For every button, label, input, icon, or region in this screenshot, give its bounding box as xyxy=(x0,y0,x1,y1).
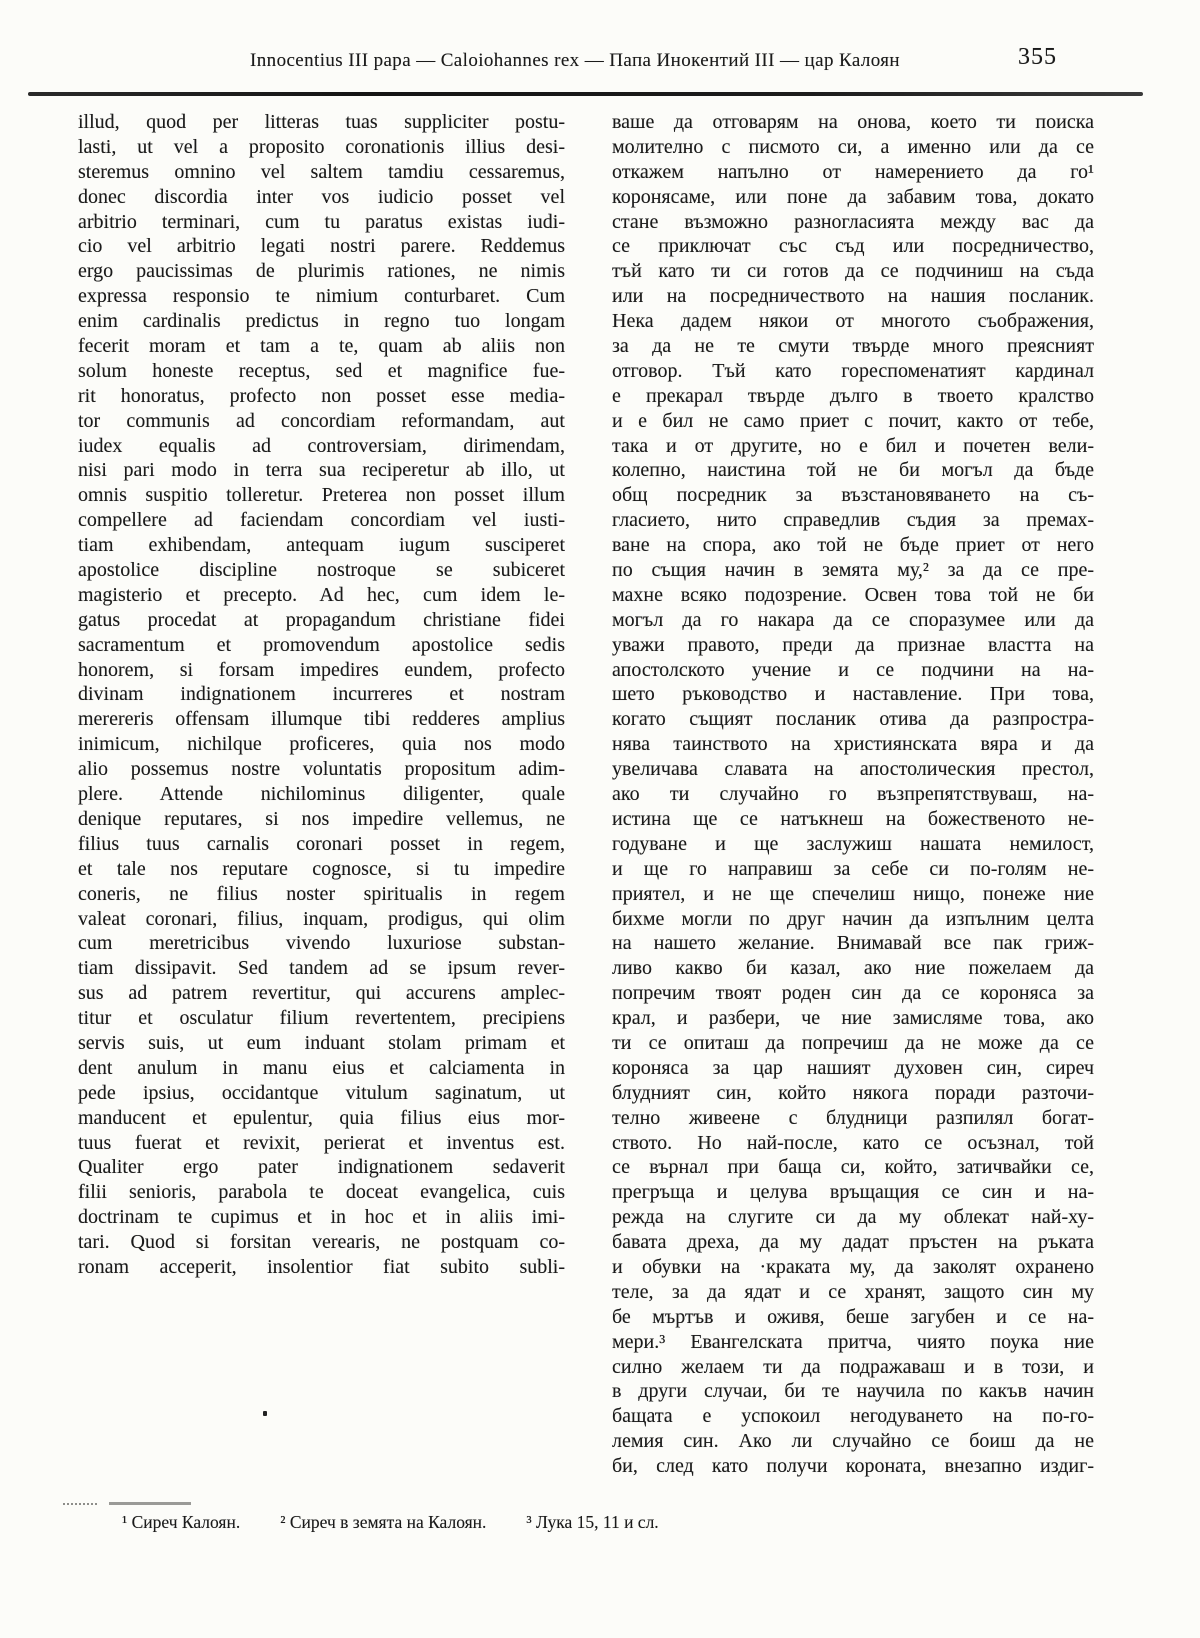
text-line: tuus fuerat et revixit, perierat et inventus est. xyxy=(78,1131,565,1154)
text-line: годуване и ще заслужиш нашата немилост, xyxy=(612,832,1094,855)
text-line: tor communis ad concordiam reformandam, aut xyxy=(78,409,565,432)
text-line: magisterio et precepto. Ad hec, cum idem le- xyxy=(78,583,565,606)
text-line: sus ad patrem revertitur, qui accurens amplec- xyxy=(78,982,565,1005)
text-line: plere. Attende nichilominus diligenter, quale xyxy=(78,783,565,806)
text-line: tari. Quod si forsitan verearis, ne postquam co- xyxy=(78,1231,565,1254)
text-line: когато същият посланик отива да разпростра- xyxy=(612,708,1094,731)
text-line: приятел, и не ще спечелиш нищо, понеже ние xyxy=(612,882,1094,905)
latin-column xyxy=(78,110,565,1280)
text-line: cum meretricibus vivendo luxuriose substan- xyxy=(78,932,565,955)
text-line: гласието, нито справедлив съдия за премах- xyxy=(612,509,1094,532)
text-line: filius tuus carnalis coronari posset in regem, xyxy=(78,832,565,855)
text-line: filii senioris, parabola te doceat evangelica, cuis xyxy=(78,1181,565,1204)
text-line: общ посредник за възстановяването на съ- xyxy=(612,484,1094,507)
text-line: rit honoratus, profecto non posset esse media- xyxy=(78,384,565,407)
footnotes xyxy=(122,1512,659,1533)
text-line: merereris offensam illumque tibi redderes amplius xyxy=(78,708,565,731)
text-line: отговор. Тъй като гореспоменатият кардинал xyxy=(612,359,1094,382)
text-line: arbitrio terminari, cum tu paratus existas iudi- xyxy=(78,210,565,233)
text-line: режда на слугите си да му облекат най-ху- xyxy=(612,1206,1094,1229)
text-line: ваше да отговарям на онова, което ти поиска xyxy=(612,111,1094,133)
text-line: на нашето желание. Внимавай все пак гриж- xyxy=(612,932,1094,955)
text-line: крал, и разбери, че ние замисляме това, ако xyxy=(612,1007,1094,1030)
header-rule xyxy=(28,92,1143,96)
footnote: ² Сиреч в земята на Калоян. xyxy=(280,1512,487,1532)
text-line: увеличава славата на апостолическия престол, xyxy=(612,758,1094,781)
text-line: illud, quod per litteras tuas suppliciter postu- xyxy=(78,111,565,133)
text-line: за да не те смути твърде много преясният xyxy=(612,335,1094,358)
text-line: коронясаме, или поне да забавим това, докато xyxy=(612,185,1094,208)
text-line: прегръща и целува връщащия се син и на- xyxy=(612,1181,1094,1204)
text-line: dent anulum in manu eius et calciamenta in xyxy=(78,1056,565,1079)
text-line: alio possemus nostre voluntatis propositum adim- xyxy=(78,758,565,781)
text-line: бе мъртъв и оживя, беше загубен и се на- xyxy=(612,1305,1094,1328)
ink-speck xyxy=(263,1411,267,1416)
text-line: тъй като ти си готов да се подчиниш на съда xyxy=(612,260,1094,283)
text-line: нява таинството на християнската вяра и да xyxy=(612,733,1094,756)
text-line: ти се опиташ да попречиш да не може да се xyxy=(612,1031,1094,1054)
text-line: и ще го направиш за себе си по-голям не- xyxy=(612,857,1094,880)
text-line: fecerit moram et tam a te, quam ab aliis non xyxy=(78,335,565,358)
text-line: бавата дреха, да му дадат пръстен на ръката xyxy=(612,1231,1094,1254)
text-line: телно живеене с блудници разпилял богат- xyxy=(612,1106,1094,1129)
text-line: така и от другите, но е бил и почетен вели- xyxy=(612,434,1094,457)
text-line: pede ipsius, occidantque vitulum saginatum, ut xyxy=(78,1081,565,1104)
footnote: ³ Лука 15, 11 и сл. xyxy=(526,1512,659,1532)
text-line: се приключат със съд или посредничество, xyxy=(612,235,1094,258)
text-line: inimicum, nichilque proficeres, quia nos modo xyxy=(78,733,565,756)
text-line: cio vel arbitrio legati nostri parere. Reddemus xyxy=(78,235,565,258)
text-line: би, след като получи короната, внезапно издиг- xyxy=(612,1455,1094,1478)
text-line: се върнал при баща си, който, затичвайки се, xyxy=(612,1156,1094,1179)
text-line: силно желаем ти да подражаваш и в този, и xyxy=(612,1355,1094,1378)
text-line: et tale nos reputare cognosce, si tu impedire xyxy=(78,857,565,880)
text-line: divinam indignationem incurreres et nostram xyxy=(78,683,565,706)
text-line: gatus procedat at propagandum christiane fidei xyxy=(78,608,565,631)
text-line: откажем напълно от намерението да го¹ xyxy=(612,160,1094,183)
text-line: ване на спора, ако той не бъде приет от него xyxy=(612,534,1094,557)
text-line: ergo paucissimas de plurimis rationes, ne nimis xyxy=(78,260,565,283)
text-line: apostolice discipline nostroque se subiceret xyxy=(78,559,565,582)
text-line: coneris, ne filius noster spiritualis in regem xyxy=(78,882,565,905)
text-line: enim cardinalis predictus in regno tuo longam xyxy=(78,310,565,333)
text-line: tiam dissipavit. Sed tandem ad se ipsum rever- xyxy=(78,957,565,980)
text-line: Qualiter ergo pater indignationem sedaverit xyxy=(78,1156,565,1179)
separator-dots xyxy=(63,1503,97,1505)
footnote-separator xyxy=(63,1502,191,1505)
text-line: стане възможно разногласията между вас да xyxy=(612,210,1094,233)
text-line: Нека дадем някои от многото съображения, xyxy=(612,310,1094,333)
text-line: махне всяко подозрение. Освен това той не би xyxy=(612,583,1094,606)
text-line: titur et osculatur filium revertentem, precipiens xyxy=(78,1007,565,1030)
text-line: tiam exhibendam, antequam iugum susciperet xyxy=(78,534,565,557)
text-line: в други случаи, би те научила по какъв начин xyxy=(612,1380,1094,1403)
text-line: ronam acceperit, insolentior fiat subito subli- xyxy=(78,1255,565,1278)
text-line: honorem, si forsam impedires eundem, profecto xyxy=(78,658,565,681)
separator-line xyxy=(109,1502,191,1505)
text-line: ливо какво би казал, ако ние пожелаем да xyxy=(612,957,1094,980)
text-line: колепно, наистина той не би могъл да бъде xyxy=(612,459,1094,482)
text-line: servis suis, ut eum induant stolam primam et xyxy=(78,1031,565,1054)
text-line: sacramentum et promovendum apostolice sedis xyxy=(78,633,565,656)
text-line: теле, за да ядат и се хранят, защото син му xyxy=(612,1280,1094,1303)
text-line: попречим твоят роден син да се короняса за xyxy=(612,982,1094,1005)
text-line: nisi pari modo in terra sua reciperetur ab illo, ut xyxy=(78,459,565,482)
text-line: шето ръководство и наставление. При това, xyxy=(612,683,1094,706)
text-line: lasti, ut vel a proposito coronationis illius desi- xyxy=(78,135,565,158)
text-line: doctrinam te cupimus et in hoc et in aliis imi- xyxy=(78,1206,565,1229)
footnote: ¹ Сиреч Калоян. xyxy=(122,1512,241,1532)
text-line: expressa responsio te nimium conturbaret. Cum xyxy=(78,285,565,308)
text-line: iudex equalis ad controversiam, dirimendam, xyxy=(78,434,565,457)
text-line: лемия син. Ако ли случайно се боиш да не xyxy=(612,1430,1094,1453)
page-number: 355 xyxy=(1018,44,1057,70)
text-line: и обувки на ·краката му, да заколят охранено xyxy=(612,1255,1094,1278)
bulgarian-column xyxy=(612,110,1094,1479)
text-line: donec discordia inter vos iudicio posset vel xyxy=(78,185,565,208)
text-line: omnis suspitio tolleretur. Preterea non posset illum xyxy=(78,484,565,507)
text-line: compellere ad faciendam concordiam vel iusti- xyxy=(78,509,565,532)
text-line: блудният син, който някога поради разточи- xyxy=(612,1081,1094,1104)
text-line: апостолското учение и се подчини на на- xyxy=(612,658,1094,681)
text-line: ако ти случайно го възпрепятствуваш, на- xyxy=(612,783,1094,806)
text-line: и е бил не само приет с почит, както от тебе, xyxy=(612,409,1094,432)
text-line: по същия начин в земята му,² за да се пре- xyxy=(612,559,1094,582)
text-line: молително с писмото си, а именно или да се xyxy=(612,135,1094,158)
text-line: уважи правото, преди да признае властта на xyxy=(612,633,1094,656)
text-line: короняса за цар нашият духовен син, сиреч xyxy=(612,1056,1094,1079)
text-line: steremus omnino vel saltem tamdiu cessaremus, xyxy=(78,160,565,183)
text-line: е прекарал твърде дълго в твоето кралство xyxy=(612,384,1094,407)
text-line: могъл да го накара да се споразумее или да xyxy=(612,608,1094,631)
text-line: manducent et epulentur, quia filius eius mor- xyxy=(78,1106,565,1129)
text-line: solum honeste receptus, sed et magnifice fue- xyxy=(78,359,565,382)
text-line: бихме могли по друг начин да изпълним целта xyxy=(612,907,1094,930)
text-line: бащата е успокоил негодуването на по-го- xyxy=(612,1405,1094,1428)
text-line: мери.³ Евангелската притча, чиято поука ние xyxy=(612,1330,1094,1353)
text-line: ството. Но най-после, като се осъзнал, той xyxy=(612,1131,1094,1154)
text-line: denique reputares, si nos impedire vellemus, ne xyxy=(78,807,565,830)
text-line: valeat coronari, filius, inquam, prodigus, qui olim xyxy=(78,907,565,930)
text-line: истина ще се натъкнеш на божественото не- xyxy=(612,807,1094,830)
text-line: или на посредничеството на нашия посланик. xyxy=(612,285,1094,308)
running-title: Innocentius III papa — Caloiohannes rex — Папа Инокентий III — цар Калоян xyxy=(250,50,900,71)
